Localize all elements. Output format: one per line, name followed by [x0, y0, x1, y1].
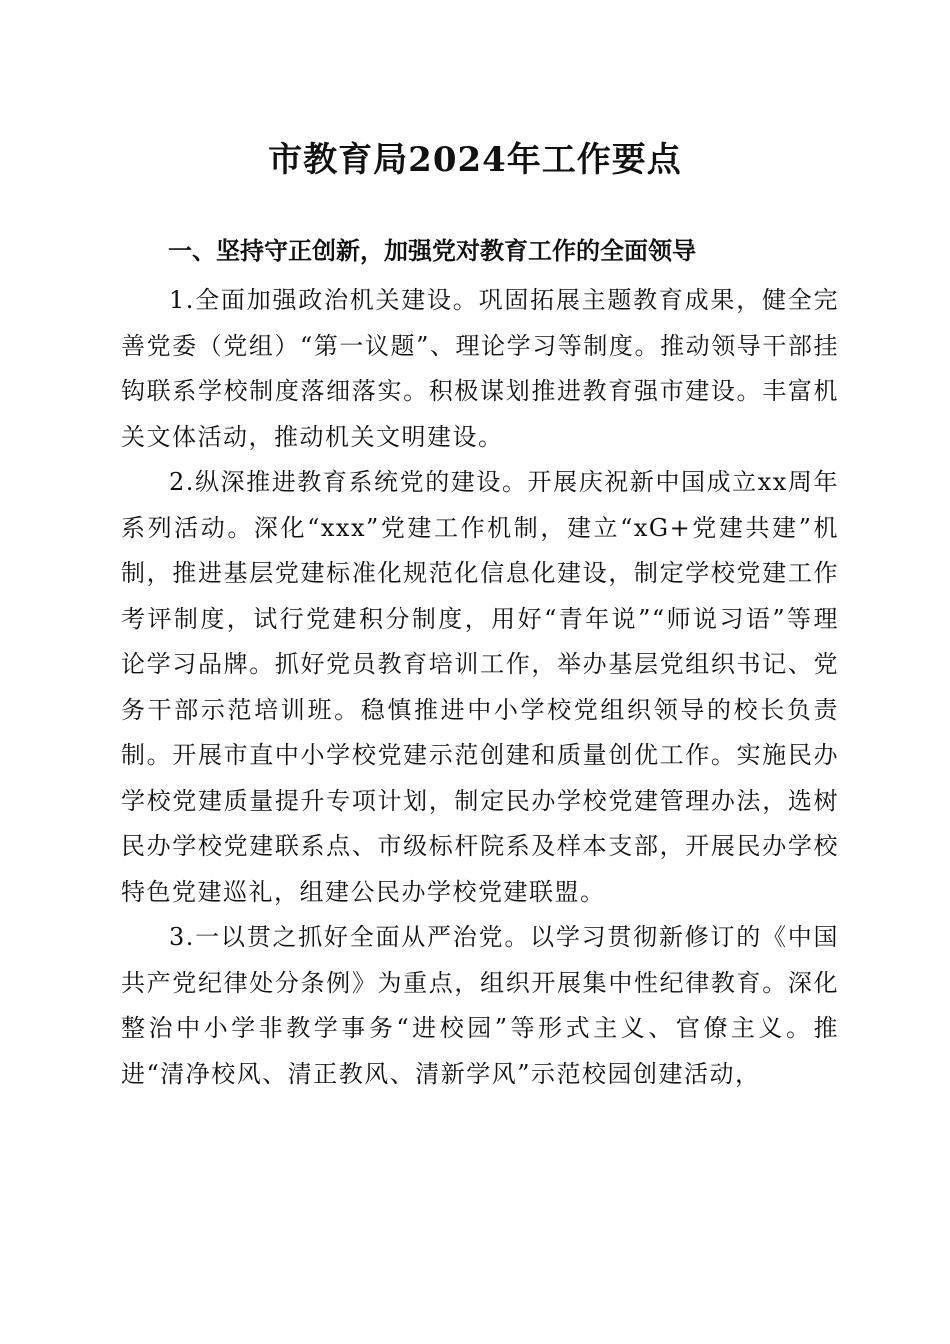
section-heading: 一、坚持守正创新，加强党对教育工作的全面领导	[168, 237, 696, 265]
section-body	[121, 278, 839, 1097]
paragraph-2: 2.纵深推进教育系统党的建设。开展庆祝新中国成立xx周年系列活动。深化“xxx”党建工作机制，建立“xG+党建共建”机制，推进基层党建标准化规范化信息化建设，制定学校党建工作考评制度，试行党建积分制度，用好“青年说”“师说习语”等理论学习品牌。抓好党员教育培训工作，举办基层党组织书记、党务干部示范培训班。稳慎推进中小学校党组织领导的校长负责制。开展市直中小学校党建示范创建和质量创优工作。实施民办学校党建质量提升专项计划，制定民办学校党建管理办法，选树民办学校党建联系点、市级标杆院系及样本支部，开展民办学校特色党建巡礼，组建公民办学校党建联盟。	[121, 468, 839, 906]
paragraph-1: 1.全面加强政治机关建设。巩固拓展主题教育成果，健全完善党委（党组）“第一议题”、理论学习等制度。推动领导干部挂钩联系学校制度落细落实。积极谋划推进教育强市建设。丰富机关文体活动，推动机关文明建设。	[121, 286, 839, 451]
paragraph-3: 3.一以贯之抓好全面从严治党。以学习贯彻新修订的《中国共产党纪律处分条例》为重点，组织开展集中性纪律教育。深化整治中小学非教学事务“进校园”等形式主义、官僚主义。推进“清净校风、清正教风、清新学风”示范校园创建活动，	[121, 923, 839, 1088]
document-title: 市教育局2024年工作要点	[268, 140, 682, 180]
